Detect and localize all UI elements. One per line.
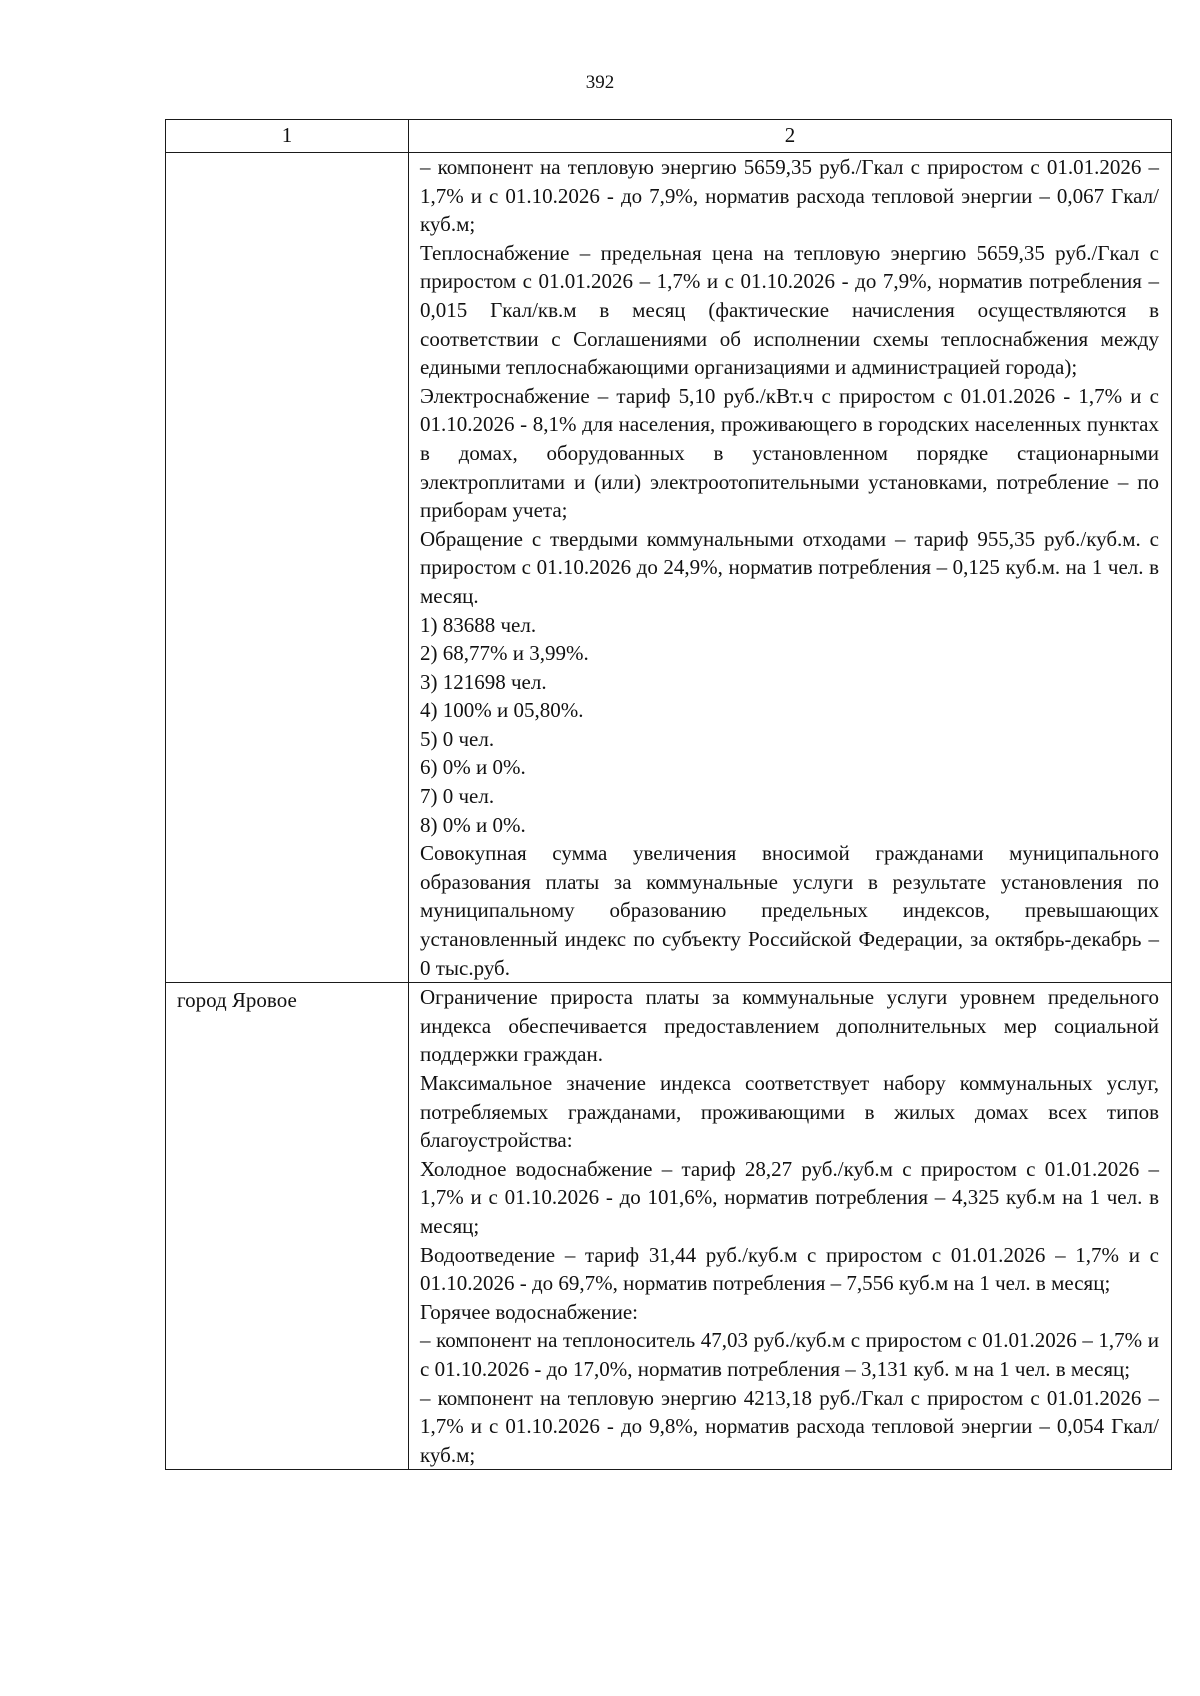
paragraph: Ограничение прироста платы за коммунальные услуги уровнем предельного индекса обеспечивается предоставлением дополнительных мер социальной поддержки граждан. (420, 985, 1159, 1067)
list-item: 6) 0% и 0%. (420, 755, 526, 780)
paragraph: Холодное водоснабжение – тариф 28,27 руб./куб.м с приростом с 01.01.2026 – 1,7% и с 01.10.2026 - до 101,6%, норматив потребления – 4,325 куб.м на 1 чел. в месяц; (420, 1156, 1159, 1238)
list-item: 4) 100% и 05,80%. (420, 698, 584, 723)
page-number: 392 (585, 72, 615, 93)
column-header-1: 1 (166, 120, 409, 153)
list-item: 1) 83688 чел. (420, 612, 537, 637)
list-item: 2) 68,77% и 3,99%. (420, 641, 589, 666)
paragraph: – компонент на теплоноситель 47,03 руб./куб.м с приростом с 01.01.2026 – 1,7% и с 01.10.2026 - до 17,0%, норматив потребления – 3,131 куб. м на 1 чел. в месяц; (420, 1328, 1159, 1381)
list-item: 5) 0 чел. (420, 726, 495, 751)
document-table (165, 119, 1172, 1470)
paragraph: Теплоснабжение – предельная цена на тепловую энергию 5659,35 руб./Гкал с приростом с 01.01.2026 – 1,7% и с 01.10.2026 - до 7,9%, норматив потребления – 0,015 Гкал/кв.м в месяц (фактические начисления осуществляются в соответствии с Соглашениями об исполнении схемы теплоснабжения между едиными теплоснабжающими организациями и администрацией города); (420, 240, 1159, 380)
description-cell (409, 153, 1172, 983)
paragraph: Совокупная сумма увеличения вносимой гражданами муниципального образования платы за коммунальные услуги в результате установления по муниципальному образованию предельных индексов, превышающих установленный индекс по субъекту Российской Федерации, за октябрь-декабрь – 0 тыс.руб. (420, 841, 1159, 980)
region-name (177, 153, 396, 156)
region-name: город Яровое (177, 988, 297, 1013)
paragraph: Обращение с твердыми коммунальными отходами – тариф 955,35 руб./куб.м. с приростом с 01.10.2026 до 24,9%, норматив потребления – 0,125 куб.м. на 1 чел. в месяц. (420, 526, 1159, 608)
region-cell (166, 153, 409, 983)
list-item: 7) 0 чел. (420, 784, 495, 809)
list-item: 3) 121698 чел. (420, 669, 547, 694)
column-header-2: 2 (409, 120, 1172, 153)
table-row (166, 983, 1172, 1470)
region-cell (166, 983, 409, 1470)
paragraph: Электроснабжение – тариф 5,10 руб./кВт.ч с приростом с 01.01.2026 - 1,7% и с 01.10.2026 - 8,1% для населения, проживающего в городских населенных пунктах в домах, оборудованных в установленном порядке стационарными электроплитами и (или) электроотопительными установками, потребление – по приборам учета; (420, 383, 1159, 523)
table-header-row (166, 120, 1172, 153)
table-row (166, 153, 1172, 983)
list-item: 8) 0% и 0%. (420, 812, 526, 837)
description-cell (409, 983, 1172, 1470)
paragraph: – компонент на тепловую энергию 4213,18 руб./Гкал с приростом с 01.01.2026 – 1,7% и с 01.10.2026 - до 9,8%, норматив расхода тепловой энергии – 0,054 Гкал/куб.м; (420, 1385, 1159, 1467)
paragraph: Водоотведение – тариф 31,44 руб./куб.м с приростом с 01.01.2026 – 1,7% и с 01.10.2026 - до 69,7%, норматив потребления – 7,556 куб.м на 1 чел. в месяц; (420, 1242, 1159, 1296)
paragraph: – компонент на тепловую энергию 5659,35 руб./Гкал с приростом с 01.01.2026 – 1,7% и с 01.10.2026 - до 7,9%, норматив расхода тепловой энергии – 0,067 Гкал/куб.м; (420, 155, 1159, 237)
paragraph: Максимальное значение индекса соответствует набору коммунальных услуг, потребляемых гражданами, проживающими в жилых домах всех типов благоустройства: (420, 1071, 1159, 1153)
paragraph: Горячее водоснабжение: (420, 1299, 639, 1324)
